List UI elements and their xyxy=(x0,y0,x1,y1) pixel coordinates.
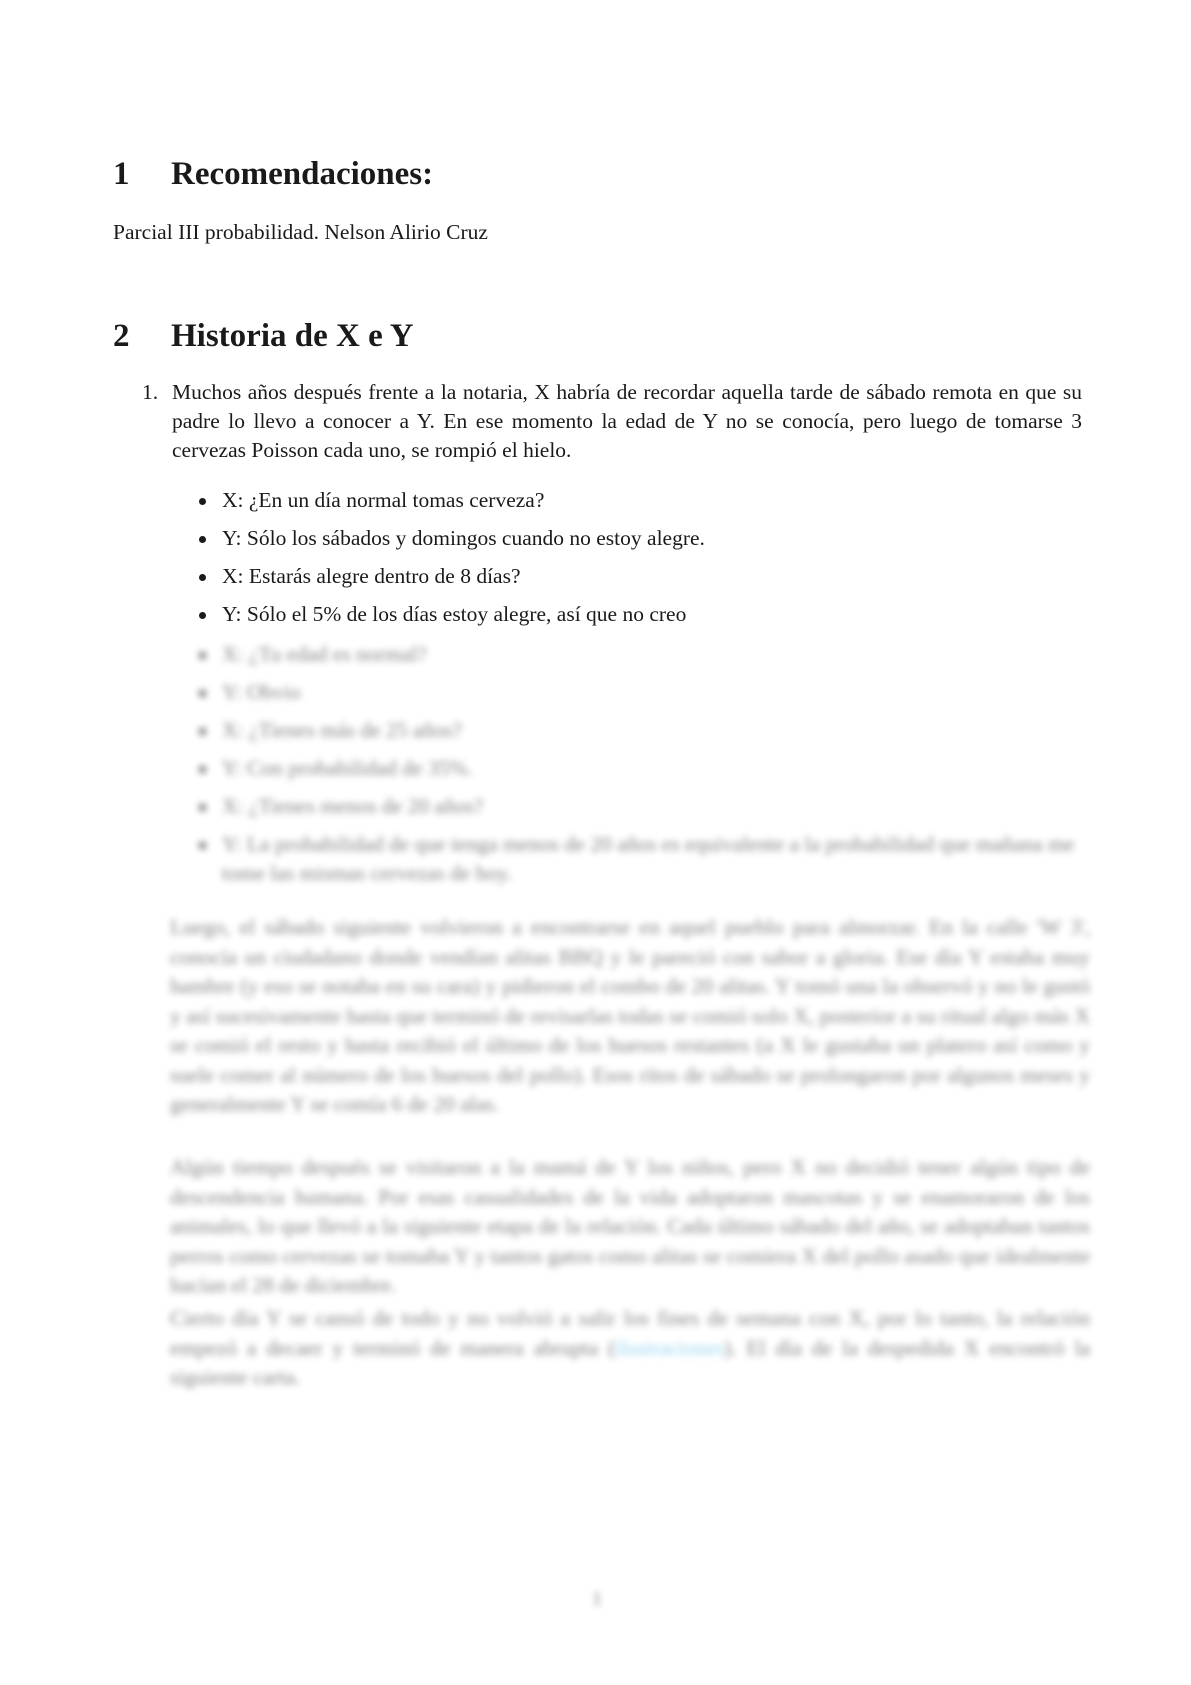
section-heading-historia xyxy=(113,318,414,355)
section-title-text: Historia de X e Y xyxy=(171,318,414,354)
section-number: 2 xyxy=(113,318,130,354)
enum-item-text: Muchos años después frente a la notaria, X habría de recordar aquella tarde de sábado remota en que su padre lo llevo a conocer a Y. En ese momento la edad de Y no se conocía, pero luego de tomarse 3 cervezas Poisson cada uno, se rompió el hielo. xyxy=(172,380,1082,462)
section-heading-recomendaciones xyxy=(113,156,433,193)
bullet-icon xyxy=(199,728,206,735)
dialogue-item: X: ¿Tienes más de 25 años? xyxy=(197,716,1087,745)
enumerated-item-1 xyxy=(142,378,1082,465)
dialogue-item: X: ¿En un día normal tomas cerveza? xyxy=(197,486,1087,515)
bullet-icon xyxy=(199,690,206,697)
dialogue-list xyxy=(197,486,1087,638)
story-paragraph: Algún tiempo después se visitaron a la mamá de Y los niños, pero X no decidió tener algún tipo de descendencia humana. Por esas casualidades de la vida adoptaron mascotas y se enamoraron de los animales, lo que llevó a la siguiente etapa de la relación. Cada último sábado del año, se adoptaban tantos perros como cervezas se tomaba Y y tantos gatos como alitas se comiera X del pollo asado que idealmente hacían el 28 de diciembre. xyxy=(170,1155,1090,1297)
dialogue-item: Y: Sólo los sábados y domingos cuando no estoy alegre. xyxy=(197,524,1087,553)
intro-text: Parcial III probabilidad. Nelson Alirio Cruz xyxy=(113,220,488,244)
dialogue-list-blurred xyxy=(197,640,1087,897)
dialogue-item: Y: Con probabilidad de 35%. xyxy=(197,754,1087,783)
section-number: 1 xyxy=(113,156,130,192)
bullet-icon xyxy=(199,766,206,773)
dialogue-item: Y: Obvio xyxy=(197,678,1087,707)
dialogue-item: Y: La probabilidad de que tenga menos de 20 años es equivalente a la probabilidad que mañana me tome las mismas cervezas de hoy. xyxy=(197,830,1087,888)
dialogue-item: X: Estarás alegre dentro de 8 días? xyxy=(197,562,1087,591)
dialogue-item: X: ¿Tienes menos de 20 años? xyxy=(197,792,1087,821)
bullet-icon xyxy=(199,536,206,543)
enum-marker: 1. xyxy=(142,380,159,404)
dialogue-item: X: ¿Tu edad es normal? xyxy=(197,640,1087,669)
dialogue-item: Y: Sólo el 5% de los días estoy alegre, así que no creo xyxy=(197,600,1087,629)
bullet-icon xyxy=(199,612,206,619)
page-number: 1 xyxy=(592,1588,602,1610)
bullet-icon xyxy=(199,574,206,581)
illustrations-link[interactable]: ilustraciones xyxy=(615,1335,724,1360)
story-paragraph: Luego, el sábado siguiente volvieron a encontrarse en aquel pueblo para almorzar. En la calle 'W 3', conocía un ciudadano donde vendían alitas BBQ y le pareció con sabor a gloria. Ese día Y estaba muy hambre (y eso se notaba en su cara) y pidieron el combo de 20 alitas. Y tomó una la observó y no le gustó y así sucesivamente hasta que terminó de revisarlas todas se comió solo X, posterior a su ritual algo más X se comió el resto y hasta recibió el último de los huesos restantes (a X le gustaba un platero así como y suele comer al número de los huesos del pollo). Esos ritos de sábado se prolongaron por algunos meses y generalmente Y se comía 6 de 20 alas. xyxy=(170,915,1090,1116)
bullet-icon xyxy=(199,498,206,505)
bullet-icon xyxy=(199,804,206,811)
section-title-text: Recomendaciones: xyxy=(171,156,434,192)
story-paragraph: Cierto día Y se cansó de todo y no volvió a salir los fines de semana con X, por lo tanto, la relación empezó a decaer y terminó de manera abrupta (ilustraciones). El día de la despedida X encontró la siguiente carta. xyxy=(170,1306,1090,1389)
bullet-icon xyxy=(199,652,206,659)
bullet-icon xyxy=(199,842,206,849)
